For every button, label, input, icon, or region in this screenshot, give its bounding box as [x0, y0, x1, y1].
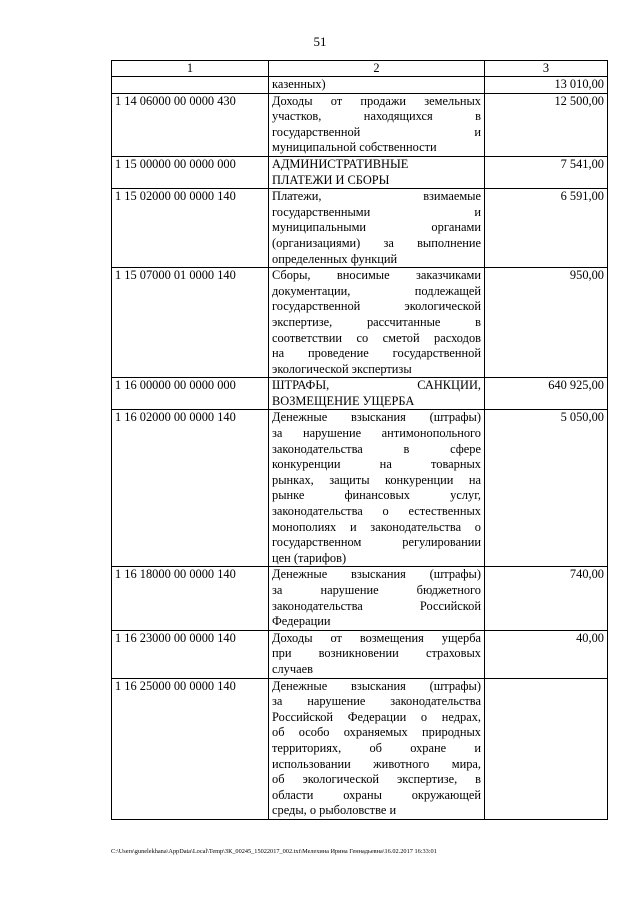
revenue-name-cell	[269, 156, 485, 188]
amount-cell: 7 541,00	[485, 156, 608, 188]
budget-code-cell: 1 15 00000 00 0000 000	[112, 156, 269, 188]
revenue-name-line: казенных)	[272, 77, 326, 91]
revenue-name-line: ВОЗМЕЩЕНИЕ УЩЕРБА	[272, 393, 415, 408]
amount-cell: 640 925,00	[485, 378, 608, 410]
revenue-name-line: определенных функций	[272, 251, 398, 266]
table-header-row	[112, 61, 608, 77]
column-header-2: 2	[269, 61, 485, 77]
page-number: 51	[313, 34, 327, 49]
revenue-name-line: за нарушение бюджетного	[272, 583, 481, 597]
table-row	[112, 630, 608, 678]
revenue-name-line: экспертизе, рассчитанные в	[272, 314, 481, 329]
table-row	[112, 678, 608, 819]
revenue-name-cell	[269, 268, 485, 378]
revenue-name-line: Сборы, вносимые заказчиками	[272, 268, 481, 283]
revenue-name-line: законодательства Российской	[272, 598, 481, 613]
table-body	[112, 77, 608, 820]
revenue-name-line: за нарушение антимонопольного	[272, 426, 481, 441]
revenue-name-cell	[269, 678, 485, 819]
amount-cell	[485, 678, 608, 819]
table-row	[112, 77, 608, 94]
revenue-name-line: Доходы от продажи земельных	[272, 93, 481, 108]
amount-cell: 5 050,00	[485, 410, 608, 567]
revenue-name-line: Денежные взыскания (штрафы)	[272, 410, 481, 425]
revenue-name-cell	[269, 567, 485, 630]
revenue-name-line: использовании животного мира,	[272, 756, 481, 771]
budget-code-cell	[112, 77, 269, 94]
table-row	[112, 268, 608, 378]
revenue-name-line: государственном регулировании	[272, 535, 481, 550]
revenue-name-line: государственной экологической	[272, 299, 481, 314]
budget-code-cell: 1 15 07000 01 0000 140	[112, 268, 269, 378]
amount-cell: 12 500,00	[485, 93, 608, 156]
amount-cell: 950,00	[485, 268, 608, 378]
revenue-name-cell	[269, 77, 485, 94]
revenue-name-line: монополиях и законодательства о	[272, 519, 481, 534]
revenue-name-cell	[269, 378, 485, 410]
column-header-3: 3	[485, 61, 608, 77]
revenue-name-line: цен (тарифов)	[272, 550, 347, 565]
revenue-name-line: об экологической экспертизе, в	[272, 772, 481, 787]
revenue-name-line: ШТРАФЫ, САНКЦИИ,	[272, 378, 481, 393]
revenue-name-line: среды, о рыболовстве и	[272, 803, 397, 818]
revenue-name-cell	[269, 410, 485, 567]
revenue-name-line: ПЛАТЕЖИ И СБОРЫ	[272, 172, 390, 187]
revenue-name-line: документации, подлежащей	[272, 283, 481, 298]
table-row	[112, 567, 608, 630]
revenue-name-line: АДМИНИСТРАТИВНЫЕ	[272, 156, 409, 171]
column-header-1: 1	[112, 61, 269, 77]
revenue-name-line: области охраны окружающей	[272, 787, 481, 802]
file-path-footer: C:\Users\gunelekhana\AppData\Local\Temp\ЗК_00245_15022017_002.txt\Мелехина Ирина Геннадьевна\16.02.2017 16:33:01	[111, 848, 437, 855]
revenue-name-line: случаев	[272, 661, 313, 676]
budget-code-cell: 1 15 02000 00 0000 140	[112, 189, 269, 268]
table-row	[112, 93, 608, 156]
revenue-table	[111, 60, 608, 820]
budget-code-cell: 1 16 25000 00 0000 140	[112, 678, 269, 819]
amount-cell: 13 010,00	[485, 77, 608, 94]
budget-code-cell: 1 16 00000 00 0000 000	[112, 378, 269, 410]
revenue-name-line: муниципальными органами	[272, 220, 481, 235]
revenue-name-line: территориях, об охране и	[272, 740, 481, 755]
revenue-name-line: на проведение государственной	[272, 346, 481, 361]
revenue-name-line: участков, находящихся в	[272, 109, 481, 124]
revenue-name-line: Платежи, взимаемые	[272, 189, 481, 204]
table-row	[112, 189, 608, 268]
amount-cell: 6 591,00	[485, 189, 608, 268]
budget-code-cell: 1 16 02000 00 0000 140	[112, 410, 269, 567]
revenue-name-line: при возникновении страховых	[272, 646, 481, 661]
revenue-name-line: законодательства в сфере	[272, 441, 481, 456]
revenue-name-line: законодательства о естественных	[272, 504, 481, 519]
revenue-name-line: Денежные взыскания (штрафы)	[272, 567, 481, 582]
revenue-name-cell	[269, 630, 485, 678]
revenue-name-line: Денежные взыскания (штрафы)	[272, 678, 481, 693]
revenue-name-cell	[269, 189, 485, 268]
amount-cell: 40,00	[485, 630, 608, 678]
revenue-name-line: государственной и	[272, 124, 481, 139]
revenue-name-line: муниципальной собственности	[272, 140, 437, 155]
revenue-name-line: государственными и	[272, 204, 481, 219]
revenue-name-line: за нарушение законодательства	[272, 694, 481, 709]
table-row	[112, 410, 608, 567]
revenue-name-cell	[269, 93, 485, 156]
revenue-name-line: Федерации	[272, 614, 331, 629]
budget-code-cell: 1 16 18000 00 0000 140	[112, 567, 269, 630]
amount-cell: 740,00	[485, 567, 608, 630]
revenue-name-line: об особо охраняемых природных	[272, 725, 481, 740]
revenue-name-line: рынке финансовых услуг,	[272, 488, 481, 503]
revenue-name-line: Доходы от возмещения ущерба	[272, 630, 481, 645]
revenue-name-line: конкуренции на товарных	[272, 457, 481, 472]
budget-code-cell: 1 16 23000 00 0000 140	[112, 630, 269, 678]
revenue-name-line: рынках, защиты конкуренции на	[272, 472, 481, 487]
revenue-name-line: соответствии со сметой расходов	[272, 330, 481, 345]
revenue-name-line: (организациями) за выполнение	[272, 235, 481, 250]
revenue-name-line: Российской Федерации о недрах,	[272, 709, 481, 724]
budget-code-cell: 1 14 06000 00 0000 430	[112, 93, 269, 156]
table-row	[112, 378, 608, 410]
revenue-name-line: экологической экспертизы	[272, 361, 412, 376]
table-row	[112, 156, 608, 188]
